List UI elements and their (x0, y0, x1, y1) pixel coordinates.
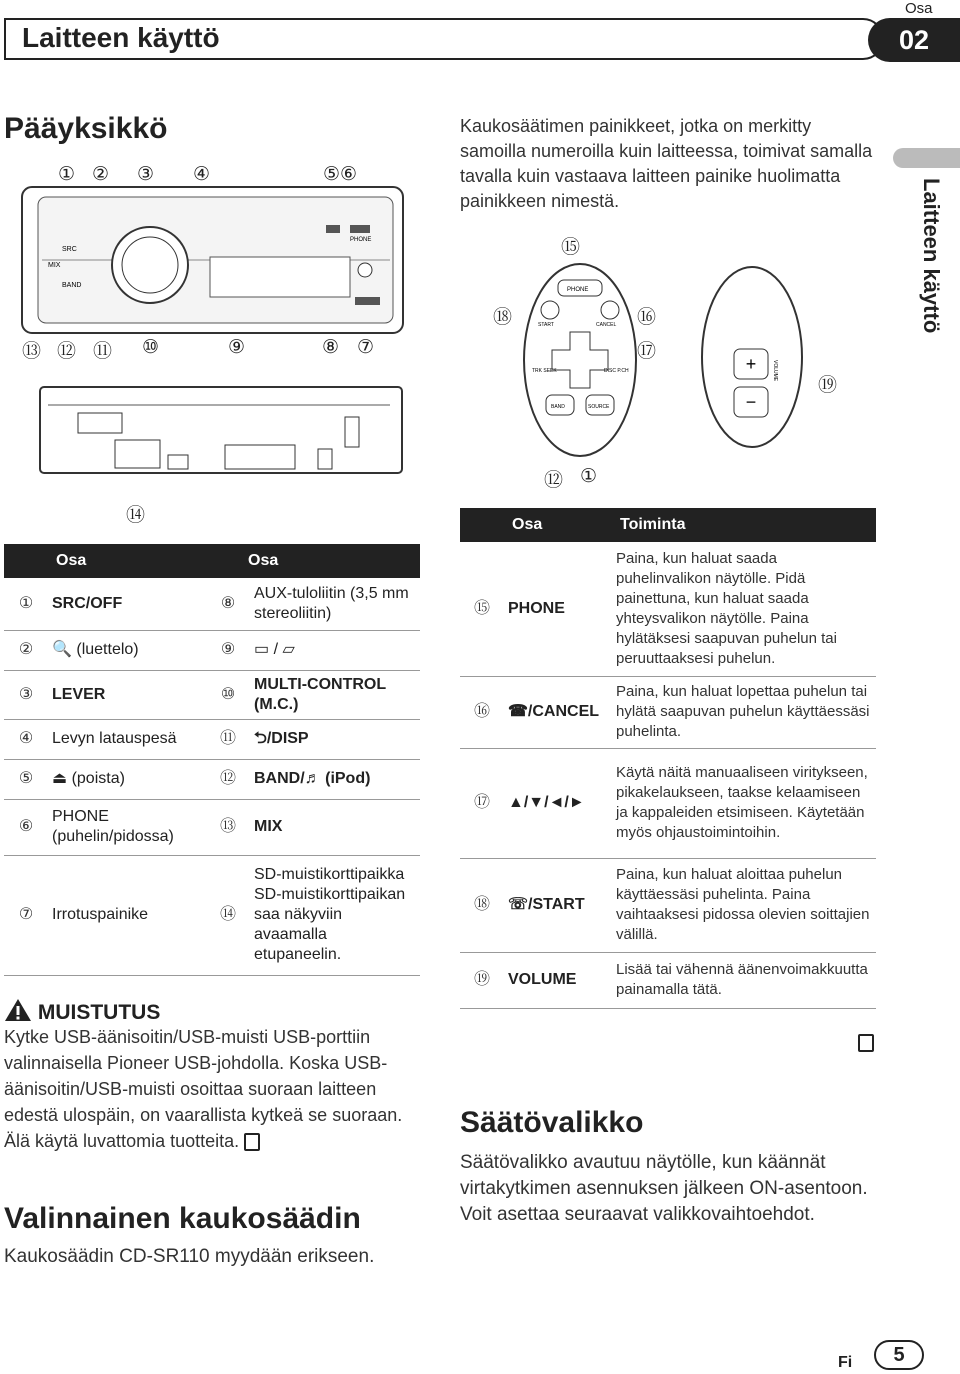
section-remote-text: Kaukosäädin CD-SR110 myydään erikseen. (4, 1246, 375, 1267)
head-unit-back-illustration (20, 385, 405, 485)
section-title-main-unit: Pääyksikkö (4, 112, 168, 145)
table-row: ⑥ PHONE (puhelin/pidossa) ⑬ MIX (4, 799, 420, 855)
callout-3: ③ (137, 164, 155, 185)
src-label: SRC (62, 246, 77, 253)
volume-label: VOLUME (772, 360, 778, 382)
callout-12-remote: ⑫ (544, 470, 564, 491)
band-label: BAND (62, 282, 82, 289)
mix-label: MIX (48, 262, 61, 269)
svg-text:+: + (745, 354, 757, 374)
table-row: ② 🔍 (luettelo) ⑨ ▭ / ▱ (4, 630, 420, 670)
callout-1-remote: ① (580, 466, 598, 487)
remote-cancel-label: CANCEL (596, 322, 617, 328)
callout-9: ⑨ (228, 337, 246, 358)
table-row: ⑰ ▲/▼/◄/► Käytä näitä manuaaliseen viritykseen, pikakelaukseen, taakse kelaamiseen ja kappaleiden etsimiseen. Käytetään myös ohjaustoimintoihin. (460, 748, 876, 858)
remote-functions-table (460, 508, 876, 1009)
callout-12: ⑫ (57, 341, 77, 362)
caution-title: MUISTUTUS (37, 1001, 161, 1024)
table-row: ⑦ Irrotuspainike ⑭ SD-muistikorttipaikka SD-muistikorttipaikan saa näkyviin avaamalla etupaneelin. (4, 855, 420, 975)
callout-16: ⑯ (637, 307, 657, 328)
section-menu-text: Säätövalikko avautuu näytölle, kun käännät virtakytkimen asennuksen jälkeen ON-asentoon. Voit asettaa seuraavat valikkovaihtoehdot. (460, 1152, 868, 1225)
callout-11: ⑪ (93, 341, 113, 362)
osa-label: Osa (905, 0, 933, 17)
section-title-remote: Valinnainen kaukosäädin (4, 1202, 361, 1235)
end-mark-icon (858, 1034, 874, 1052)
remote-band-label: BAND (551, 404, 565, 410)
main-unit-parts-table (4, 544, 420, 976)
callout-17: ⑰ (637, 341, 657, 362)
footer-page-number: 5 (874, 1340, 924, 1370)
footer-language: Fi (838, 1354, 853, 1371)
callout-4: ④ (193, 164, 211, 185)
callout-10: ⑩ (142, 337, 160, 358)
table-header-toiminta: Toiminta (612, 508, 876, 542)
table-row: ③ LEVER ⑩ MULTI-CONTROL (M.C.) (4, 670, 420, 719)
remote-volume-illustration (700, 265, 805, 450)
table-row: ① SRC/OFF ⑧ AUX-tuloliitin (3,5 mm stereoliitin) (4, 578, 420, 630)
remote-start-label: START (538, 322, 554, 328)
head-unit-front-illustration (20, 185, 405, 335)
caution-heading (4, 998, 160, 1025)
callout-1: ① (58, 164, 76, 185)
table-row: ⑱ ☏/START Paina, kun haluat aloittaa puhelun käyttäessäsi puhelinta. Paina vaihtaaksesi pidossa olevien soittajien välillä. (460, 858, 876, 952)
sidebar-label: Laitteen käyttö (919, 178, 944, 334)
table-row: ④ Levyn latauspesä ⑪ ⮌/DISP (4, 719, 420, 759)
remote-trk-label: TRK SEEK (532, 368, 557, 374)
sidebar-tab (893, 148, 960, 168)
callout-19: ⑲ (818, 375, 838, 396)
remote-disc-label: DISC P.CH (604, 368, 629, 374)
svg-text:−: − (745, 392, 757, 412)
section-title-menu: Säätövalikko (460, 1106, 644, 1139)
callout-15: ⑮ (561, 237, 581, 258)
remote-control-illustration (520, 260, 640, 460)
table-header-osa-2: Osa (206, 544, 420, 578)
table-row: ⑲ VOLUME Lisää tai vähennä äänenvoimakkuutta painamalla tätä. (460, 952, 876, 1008)
table-row: ⑯ ☎/CANCEL Paina, kun haluat lopettaa puhelun tai hylätä saapuvan puhelun käyttäessäsi puhelinta. (460, 676, 876, 748)
table-row: ⑤ ⏏ (poista) ⑫ BAND/♬ (iPod) (4, 759, 420, 799)
callout-7: ⑦ (357, 337, 375, 358)
callout-8: ⑧ (322, 337, 340, 358)
table-header-osa-1: Osa (4, 544, 206, 578)
callout-5-6: ⑤⑥ (323, 164, 358, 185)
remote-source-label: SOURCE (588, 404, 610, 410)
callout-14: ⑭ (126, 505, 146, 526)
warning-icon (4, 998, 32, 1022)
intro-text: Kaukosäätimen painikkeet, jotka on merkitty samoilla numeroilla kuin laitteessa, toimivat samalla tavalla kuin vastaava laitteen painike huolimatta painikkeen nimestä. (460, 116, 873, 211)
callout-13: ⑬ (22, 341, 42, 362)
table-header-osa: Osa (460, 508, 612, 542)
osa-number: 02 (868, 18, 960, 62)
callout-18: ⑱ (493, 307, 513, 328)
chapter-title: Laitteen käyttö (22, 22, 220, 53)
remote-phone-label: PHONE (567, 287, 589, 293)
caution-text: Kytke USB-äänisoitin/USB-muisti USB-porttiin valinnaisella Pioneer USB-johdolla. Koska USB-äänisoitin/USB-muisti osoittaa suoraan laitteen edestä ulospäin, on vaarallista kytkeä se suoraan. Älä käytä luvattomia tuotteita. (4, 1027, 403, 1151)
phone-label: PHONE (350, 237, 372, 243)
end-mark-icon (244, 1133, 260, 1151)
callout-2: ② (92, 164, 110, 185)
table-row: ⑮ PHONE Paina, kun haluat saada puhelinvalikon näytölle. Pidä painettuna, kun haluat saada yhteysvalikon näytölle. Paina hylätäksesi saapuvan puhelun tai peruuttaaksesi puhelun. (460, 542, 876, 676)
